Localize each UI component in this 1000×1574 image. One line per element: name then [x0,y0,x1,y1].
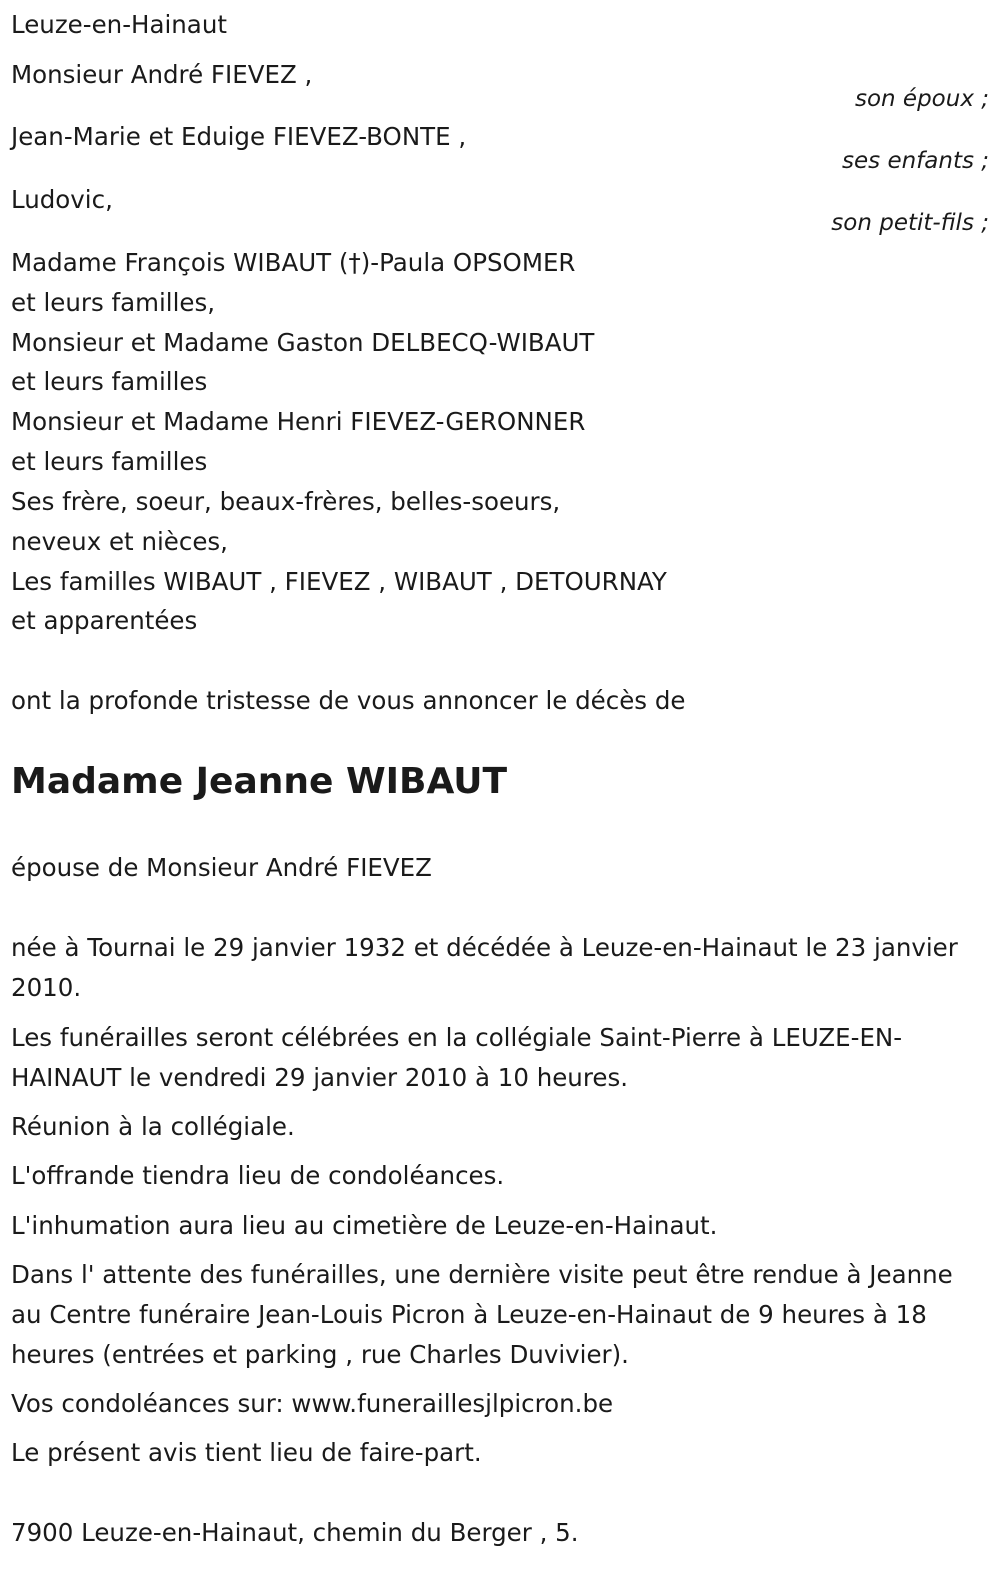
relative-line: Les familles WIBAUT , FIEVEZ , WIBAUT , DETOURNAY [11,567,667,596]
relative-line: et leurs familles, [11,288,216,317]
family-member-name: Monsieur André FIEVEZ , [11,60,313,89]
family-member-name: Ludovic, [11,185,113,214]
condolences-paragraph: Vos condoléances sur: www.funeraillesjlpicron.be [11,1389,614,1418]
city-heading: Leuze-en-Hainaut [11,10,227,39]
family-member-role: ses enfants ; [842,148,989,174]
announcement-text: ont la profonde tristesse de vous annoncer le décès de [11,686,686,715]
relative-line: neveux et nièces, [11,527,228,556]
relative-line: et leurs familles [11,447,208,476]
family-member-role: son époux ; [854,86,989,112]
birth-death-paragraph: née à Tournai le 29 janvier 1932 et décédée à Leuze-en-Hainaut le 23 janvier 2010. [11,933,958,1002]
relative-line: Ses frère, soeur, beaux-frères, belles-soeurs, [11,487,561,516]
relative-line: et leurs familles [11,367,208,396]
visit-paragraph: Dans l' attente des funérailles, une dernière visite peut être rendue à Jeanne au Centre funéraire Jean-Louis Picron à Leuze-en-Hainaut de 9 heures à 18 heures (entrées et parking , rue Charles Duvivier). [11,1260,953,1369]
relative-line: Madame François WIBAUT (†)-Paula OPSOMER [11,248,576,277]
family-member-name: Jean-Marie et Eduige FIEVEZ-BONTE , [11,122,467,151]
family-member-role: son petit-fils ; [831,210,989,236]
notice-paragraph: Le présent avis tient lieu de faire-part. [11,1438,482,1467]
funeral-paragraph: Les funérailles seront célébrées en la collégiale Saint-Pierre à LEUZE-EN-HAINAUT le vendredi 29 janvier 2010 à 10 heures. [11,1023,903,1092]
offering-paragraph: L'offrande tiendra lieu de condoléances. [11,1161,505,1190]
spouse-line: épouse de Monsieur André FIEVEZ [11,853,432,882]
burial-paragraph: L'inhumation aura lieu au cimetière de Leuze-en-Hainaut. [11,1211,718,1240]
relative-line: Monsieur et Madame Gaston DELBECQ-WIBAUT [11,328,595,357]
address-line: 7900 Leuze-en-Hainaut, chemin du Berger , 5. [11,1518,579,1547]
relative-line: Monsieur et Madame Henri FIEVEZ-GERONNER [11,407,586,436]
deceased-name: Madame Jeanne WIBAUT [11,761,508,802]
relative-line: et apparentées [11,606,198,635]
meeting-paragraph: Réunion à la collégiale. [11,1112,295,1141]
